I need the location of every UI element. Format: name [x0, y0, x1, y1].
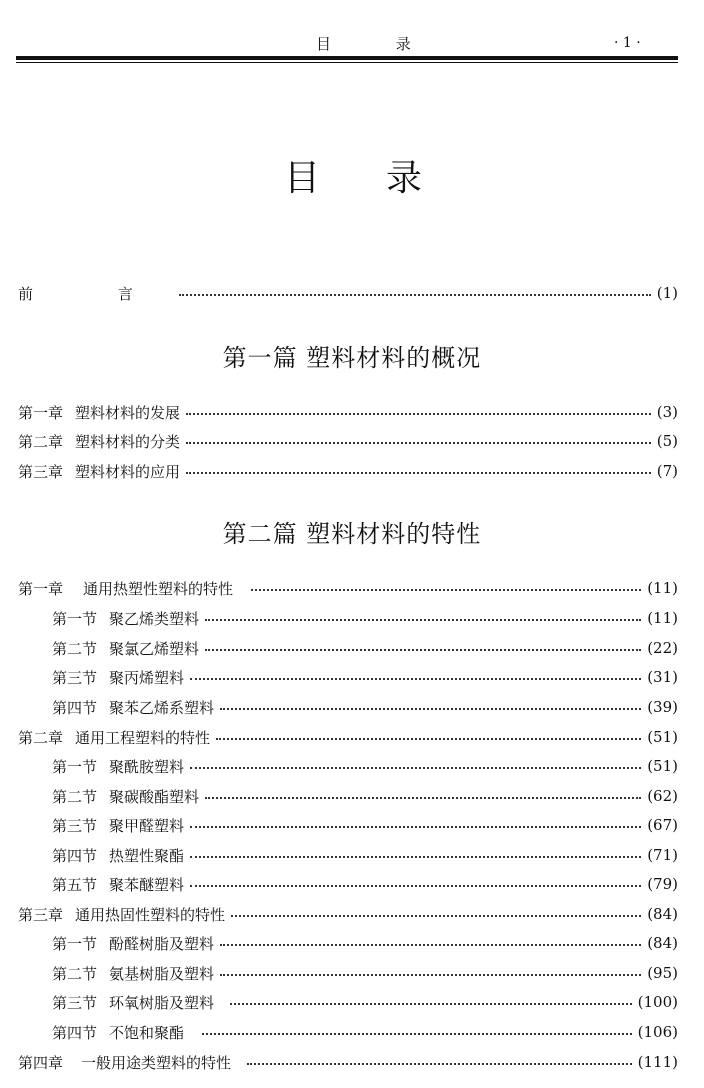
- toc-section[interactable]: [52, 843, 678, 867]
- toc-leader-dots: [190, 856, 641, 858]
- part-heading-2: 第二篇 塑料材料的特性: [222, 520, 482, 548]
- toc-leader-dots: [190, 678, 641, 680]
- toc-entry-number: 第二章: [18, 728, 64, 747]
- toc-entry-title: 塑料材料的发展: [75, 403, 181, 422]
- toc-section[interactable]: [52, 931, 678, 955]
- toc-entry-title: 聚苯醚塑料: [109, 875, 185, 894]
- toc-entry-number: 第一章: [18, 403, 64, 422]
- toc-entry-title: 聚丙烯塑料: [109, 668, 185, 687]
- toc-entry-page: (51): [647, 757, 678, 775]
- toc-section[interactable]: [52, 636, 678, 660]
- toc-section[interactable]: [52, 665, 678, 689]
- toc-section[interactable]: [52, 872, 678, 896]
- toc-entry-page: (95): [647, 964, 678, 982]
- toc-chapter[interactable]: [18, 429, 678, 453]
- toc-leader-dots: [220, 944, 641, 946]
- toc-chapter[interactable]: [18, 902, 678, 926]
- toc-entry-page: (1): [656, 284, 678, 302]
- toc-entry-page: (51): [647, 728, 678, 746]
- toc-chapter[interactable]: [18, 725, 678, 749]
- toc-section[interactable]: [52, 961, 678, 985]
- toc-leader-dots: [190, 885, 641, 887]
- toc-entry-title: 聚酰胺塑料: [109, 757, 185, 776]
- toc-section[interactable]: [52, 1020, 678, 1044]
- toc-entry-number: 第一节: [52, 757, 98, 776]
- toc-entry-number: 第四章: [18, 1053, 64, 1072]
- toc-chapter[interactable]: [18, 459, 678, 483]
- toc-entry-title: 不饱和聚酯: [109, 1023, 185, 1042]
- toc-leader-dots: [205, 649, 641, 651]
- toc-entry-page: (84): [647, 934, 678, 952]
- toc-leader-dots: [186, 472, 651, 474]
- toc-entry-title: 聚甲醛塑料: [109, 816, 185, 835]
- toc-entry-number: 第四节: [52, 698, 98, 717]
- toc-leader-dots: [205, 797, 641, 799]
- toc-entry-title: 氨基树脂及塑料: [109, 964, 215, 983]
- toc-entry-number: 第三节: [52, 993, 98, 1012]
- toc-leader-dots: [230, 1003, 632, 1005]
- page-title-char-1: 目: [284, 158, 321, 199]
- toc-entry-title: 聚碳酸酯塑料: [109, 787, 200, 806]
- toc-entry-title: 聚乙烯类塑料: [109, 609, 200, 628]
- toc-entry-title: 环氧树脂及塑料: [109, 993, 215, 1012]
- toc-chapter[interactable]: [18, 1050, 678, 1074]
- toc-entry-page: (84): [647, 905, 678, 923]
- toc-entry-page: (11): [647, 609, 678, 627]
- toc-leader-dots: [247, 1063, 632, 1065]
- toc-leader-dots: [202, 1033, 632, 1035]
- toc-entry-number: 第二章: [18, 432, 64, 451]
- toc-entry-number: 第四节: [52, 846, 98, 865]
- toc-entry-title: 酚醛树脂及塑料: [109, 934, 215, 953]
- toc-section[interactable]: [52, 695, 678, 719]
- toc-entry-number: 第二节: [52, 964, 98, 983]
- toc-section[interactable]: [52, 606, 678, 630]
- page-title-char-2: 录: [386, 158, 423, 199]
- header-rule-thick: [16, 56, 678, 60]
- page-title: [284, 150, 422, 201]
- toc-section[interactable]: [52, 990, 678, 1014]
- toc-leader-dots: [251, 589, 641, 591]
- toc-entry-page: (11): [647, 579, 678, 597]
- toc-entry-title: 通用工程塑料的特性: [75, 728, 211, 747]
- toc-leader-dots: [179, 294, 651, 296]
- toc-entry-preface[interactable]: [18, 281, 678, 305]
- toc-entry-page: (71): [647, 846, 678, 864]
- toc-entry-page: (3): [656, 403, 678, 421]
- toc-entry-page: (79): [647, 875, 678, 893]
- toc-entry-title: 塑料材料的应用: [75, 462, 181, 481]
- toc-entry-page: (39): [647, 698, 678, 716]
- header-page-number: · 1 ·: [614, 35, 641, 51]
- toc-entry-page: (62): [647, 787, 678, 805]
- toc-chapter[interactable]: [18, 576, 678, 600]
- toc-entry-number: 第四节: [52, 1023, 98, 1042]
- toc-entry-page: (106): [637, 1023, 678, 1041]
- toc-leader-dots: [216, 738, 641, 740]
- toc-entry-number: 第五节: [52, 875, 98, 894]
- toc-entry-number: 第三章: [18, 905, 64, 924]
- toc-leader-dots: [231, 915, 641, 917]
- toc-entry-page: (22): [647, 639, 678, 657]
- toc-entry-number: 第二节: [52, 639, 98, 658]
- toc-section[interactable]: [52, 784, 678, 808]
- toc-entry-title: 通用热塑性塑料的特性: [83, 579, 234, 598]
- toc-entry-page: (67): [647, 816, 678, 834]
- toc-entry-title: 聚苯乙烯系塑料: [109, 698, 215, 717]
- header-title: 目 录: [316, 35, 441, 53]
- toc-entry-number: 第一节: [52, 609, 98, 628]
- toc-entry-number: 第一节: [52, 934, 98, 953]
- toc-entry-page: (5): [656, 432, 678, 450]
- header-rule-thin: [16, 62, 678, 63]
- toc-leader-dots: [220, 974, 641, 976]
- toc-entry-number: 第三章: [18, 462, 64, 481]
- toc-leader-dots: [220, 708, 641, 710]
- toc-entry-title: 塑料材料的分类: [75, 432, 181, 451]
- toc-leader-dots: [190, 826, 641, 828]
- toc-leader-dots: [190, 767, 641, 769]
- toc-entry-page: (31): [647, 668, 678, 686]
- toc-leader-dots: [186, 413, 651, 415]
- toc-entry-title: 通用热固性塑料的特性: [75, 905, 226, 924]
- toc-leader-dots: [205, 619, 641, 621]
- toc-entry-page: (7): [656, 462, 678, 480]
- toc-entry-number: 第一章: [18, 579, 64, 598]
- toc-section[interactable]: [52, 813, 678, 837]
- toc-entry-number: 第三节: [52, 816, 98, 835]
- toc-section[interactable]: [52, 754, 678, 778]
- toc-entry-number: 第三节: [52, 668, 98, 687]
- toc-entry-title: 热塑性聚酯: [109, 846, 185, 865]
- toc-entry-page: (111): [637, 1053, 678, 1071]
- toc-entry-title: 聚氯乙烯塑料: [109, 639, 200, 658]
- part-heading-1: 第一篇 塑料材料的概况: [222, 344, 482, 372]
- toc-leader-dots: [186, 442, 651, 444]
- toc-entry-label: 前 言: [18, 284, 173, 303]
- toc-entry-number: 第二节: [52, 787, 98, 806]
- toc-entry-page: (100): [637, 993, 678, 1011]
- toc-chapter[interactable]: [18, 400, 678, 424]
- toc-entry-title: 一般用途类塑料的特性: [81, 1053, 232, 1072]
